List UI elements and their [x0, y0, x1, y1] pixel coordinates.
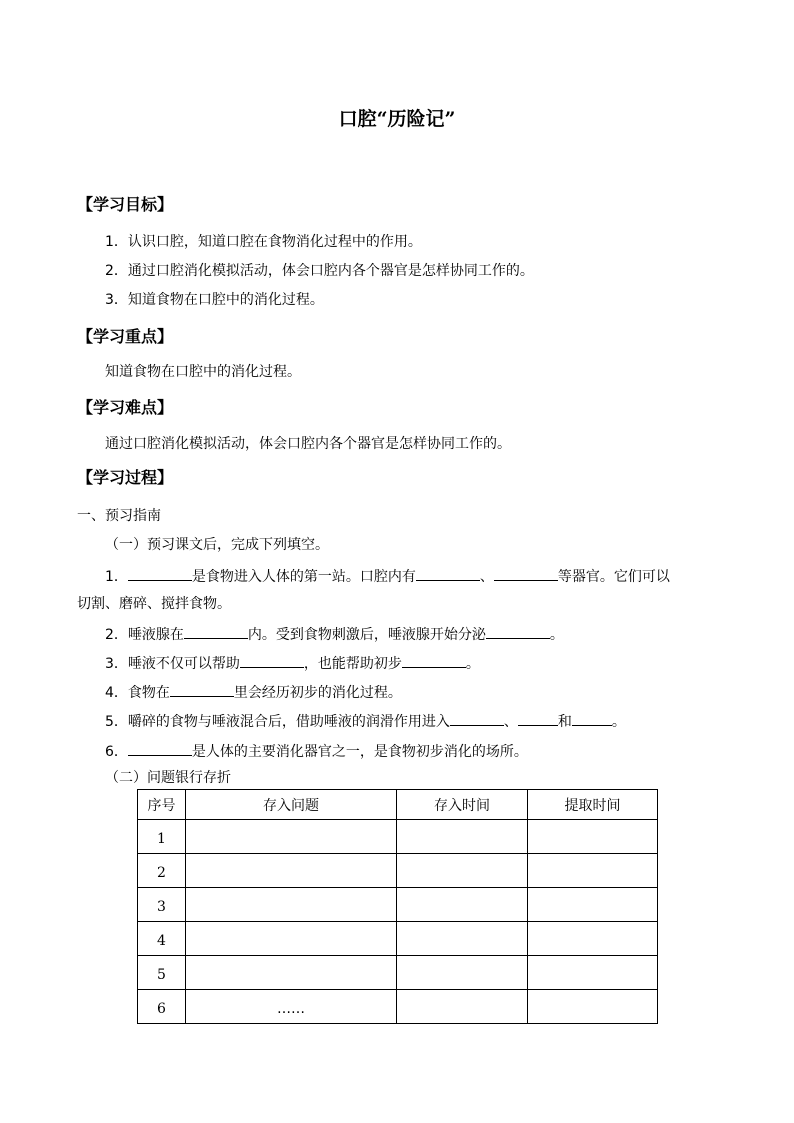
- deposit-time-cell[interactable]: [397, 956, 528, 990]
- withdraw-time-cell[interactable]: [528, 956, 658, 990]
- goal-item-2: 2．通过口腔消化模拟活动，体会口腔内各个器官是怎样协同工作的。: [105, 263, 534, 279]
- q5-text-1: 嚼碎的食物与唾液混合后，借助唾液的润滑作用进入: [127, 714, 450, 730]
- goal-item-3: 3．知道食物在口腔中的消化过程。: [105, 292, 324, 308]
- q6-blank-1[interactable]: [128, 740, 192, 756]
- question-cell[interactable]: [186, 820, 397, 854]
- row-number: 5: [138, 956, 186, 990]
- q5-text-4: 。: [611, 714, 626, 730]
- q4-number: 4．: [105, 685, 128, 701]
- withdraw-time-cell[interactable]: [528, 990, 658, 1024]
- q2-text-1: 唾液腺在: [127, 627, 184, 643]
- question-bank-table: [137, 789, 658, 1024]
- goal-item-1: 1．认识口腔，知道口腔在食物消化过程中的作用。: [105, 234, 422, 250]
- header-deposit-time: 存入时间: [397, 790, 528, 820]
- withdraw-time-cell[interactable]: [528, 820, 658, 854]
- page-title: 口腔“历险记”: [338, 108, 456, 130]
- q3-number: 3．: [105, 656, 128, 672]
- deposit-time-cell[interactable]: [397, 820, 528, 854]
- table-row: [138, 854, 658, 888]
- header-withdraw-time: 提取时间: [528, 790, 658, 820]
- q3-blank-2[interactable]: [402, 652, 466, 668]
- q2-text-3: 。: [549, 627, 564, 643]
- difficulties-text: 通过口腔消化模拟活动，体会口腔内各个器官是怎样协同工作的。: [105, 436, 511, 452]
- key-points-heading: 【学习重点】: [77, 327, 174, 346]
- row-number: 2: [138, 854, 186, 888]
- withdraw-time-cell[interactable]: [528, 888, 658, 922]
- difficulties-heading: 【学习难点】: [77, 398, 174, 417]
- header-question: 存入问题: [186, 790, 397, 820]
- question-cell[interactable]: [186, 956, 397, 990]
- preview-subheading-2: （二）问题银行存折: [105, 770, 231, 786]
- fill-question-1: [105, 565, 670, 587]
- q2-blank-2[interactable]: [486, 623, 550, 639]
- row-number: 3: [138, 888, 186, 922]
- q5-number: 5．: [105, 714, 128, 730]
- q5-blank-2[interactable]: [518, 710, 558, 726]
- q5-text-2: 、: [503, 714, 518, 730]
- table-row: [138, 990, 658, 1024]
- q4-text-2: 里会经历初步的消化过程。: [233, 685, 402, 701]
- deposit-time-cell[interactable]: [397, 888, 528, 922]
- row-number: 4: [138, 922, 186, 956]
- goals-heading: 【学习目标】: [77, 195, 174, 214]
- q1-blank-3[interactable]: [494, 565, 558, 581]
- q4-blank-1[interactable]: [170, 681, 234, 697]
- table-header-row: [138, 790, 658, 820]
- row-number: 6: [138, 990, 186, 1024]
- deposit-time-cell[interactable]: [397, 922, 528, 956]
- q2-number: 2．: [105, 627, 128, 643]
- fill-question-6: [105, 740, 528, 762]
- q1-number: 1．: [105, 569, 128, 585]
- q6-number: 6．: [105, 744, 128, 760]
- q3-text-2: ，也能帮助初步: [303, 656, 402, 672]
- fill-question-2: [105, 623, 564, 645]
- table-row: [138, 922, 658, 956]
- q4-text-1: 食物在: [127, 685, 170, 701]
- q3-text-1: 唾液不仅可以帮助: [127, 656, 240, 672]
- table-row: [138, 888, 658, 922]
- deposit-time-cell[interactable]: [397, 990, 528, 1024]
- preview-title: 一、预习指南: [77, 508, 161, 524]
- q2-text-2: 内。受到食物刺激后，唾液腺开始分泌: [247, 627, 486, 643]
- question-cell[interactable]: ……: [186, 990, 397, 1024]
- table-row: [138, 956, 658, 990]
- q3-blank-1[interactable]: [240, 652, 304, 668]
- process-heading: 【学习过程】: [77, 468, 174, 487]
- q2-blank-1[interactable]: [184, 623, 248, 639]
- q5-text-3: 和: [557, 714, 572, 730]
- q1-continuation: 切割、磨碎、搅拌食物。: [77, 596, 231, 612]
- withdraw-time-cell[interactable]: [528, 922, 658, 956]
- fill-question-3: [105, 652, 480, 674]
- q5-blank-1[interactable]: [450, 710, 504, 726]
- deposit-time-cell[interactable]: [397, 854, 528, 888]
- q1-text-2: 、: [479, 569, 494, 585]
- header-number: 序号: [138, 790, 186, 820]
- withdraw-time-cell[interactable]: [528, 854, 658, 888]
- q1-blank-1[interactable]: [128, 565, 192, 581]
- q5-blank-3[interactable]: [572, 710, 612, 726]
- q1-blank-2[interactable]: [416, 565, 480, 581]
- preview-subheading-1: （一）预习课文后，完成下列填空。: [105, 537, 329, 553]
- q3-text-3: 。: [465, 656, 480, 672]
- fill-question-5: [105, 710, 626, 732]
- row-number: 1: [138, 820, 186, 854]
- question-cell[interactable]: [186, 888, 397, 922]
- key-points-text: 知道食物在口腔中的消化过程。: [105, 364, 301, 380]
- question-cell[interactable]: [186, 922, 397, 956]
- question-cell[interactable]: [186, 854, 397, 888]
- fill-question-4: [105, 681, 402, 703]
- q1-text-1: 是食物进入人体的第一站。口腔内有: [191, 569, 416, 585]
- q6-text-1: 是人体的主要消化器官之一，是食物初步消化的场所。: [191, 744, 528, 760]
- q1-text-3: 等器官。它们可以: [557, 569, 670, 585]
- table-row: [138, 820, 658, 854]
